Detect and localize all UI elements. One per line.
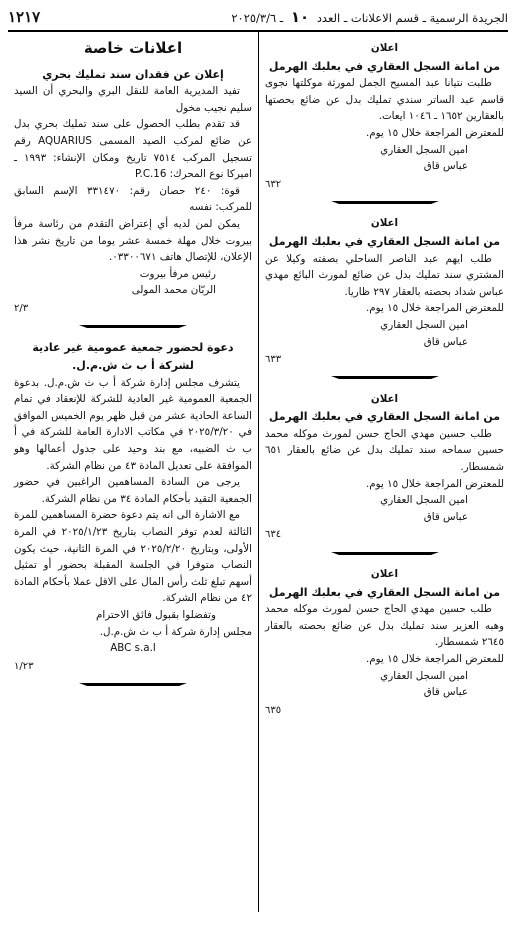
notice-objection: للمعترض المراجعة خلال ١٥ يوم. (365, 302, 504, 315)
notice-paragraph: قد تقدم بطلب الحصول على سند تمليك بحري بدل عن ضائع لمركب الصيد المسمى AQUARIUS رقم تسجيل المركب ٧٥١٤ تاريخ ومكان الإنشاء: ١٩٩٣ ـ اميركا نوع المحرك: P.C.16 (14, 118, 252, 181)
notice-body: طلب ايهم عبد الناصر الساحلي بصفته وكيلا عن المشتري سند تمليك بدل عن ضائع لمورث البائع مهدي عباس شداد بحصته بالعقار ٢٩٧ ظاريا. (265, 252, 504, 298)
notice-paragraph: تفيد المديرية العامة للنقل البري والبحري أن السيد سليم نجيب مخول (14, 85, 252, 114)
notice-ref: ٦٣٢ (265, 178, 282, 190)
notice-objection: للمعترض المراجعة خلال ١٥ يوم. (365, 477, 504, 490)
signer-role: امين السجل العقاري (380, 318, 468, 331)
signer-role: مجلس إدارة شركة أ ب ث ش.م.ل. (99, 625, 252, 638)
separator (265, 548, 504, 558)
section-title: اعلانات خاصة (83, 39, 183, 57)
signer-name: عباس قاق (423, 686, 468, 699)
notice-heading: اعلان (370, 392, 399, 405)
header-publication: الجريدة الرسمية ـ قسم الاعلانات ـ العدد (316, 11, 508, 25)
notice-title: إعلان عن فقدان سند تمليك بحري (42, 67, 224, 81)
right-column (259, 32, 508, 912)
separator (265, 373, 504, 383)
page-number: ١٢١٧ (8, 8, 41, 26)
maritime-notice (14, 67, 252, 318)
issue-number: ١٠ (290, 8, 310, 26)
notice-633 (265, 215, 504, 368)
notice-paragraph: مع الاشارة الى انه يتم دعوة حضرة المساهمين للمرة الثالثة لعدم توفر النصاب بتاريخ ٢٠٢٥/١/٢٣ في المرة الأولى، وبتاريخ ٢٠٢٥/٢/٢٠ في المرة الثانية، حيث يكون النصاب متوفرا في الجلسة المقبلة بحضور أو تمثيل أسهم تبلغ ثلث رأس المال على الاقل عملا بأحكام المادة ٤٢ من نظام الشركة. (14, 509, 252, 605)
notice-632 (265, 40, 504, 193)
signer-role: امين السجل العقاري (380, 143, 468, 156)
notice-heading: اعلان (370, 568, 399, 581)
notice-paragraph: يرجى من السادة المساهمين الراغبين في حضور الجمعية التقيد بأحكام المادة ٣٤ من نظام الشركة. (14, 476, 252, 505)
signer-name: عباس قاق (423, 510, 468, 523)
notice-body: طلب حسين مهدي الحاج حسن لمورث موكله محمد وهبه العزير سند تمليك بدل عن ضائع بحصته بالعقار ٢٦٤٥ شمسطار. (265, 603, 504, 649)
separator (14, 679, 252, 689)
columns (8, 32, 508, 912)
header-date: ـ ٢٠٢٥/٣/٦ (231, 11, 284, 25)
notice-subtitle: لشركة أ ب ث ش.م.ل. (72, 359, 194, 373)
notice-ref: ٦٣٣ (265, 354, 282, 366)
closing-line: وتفضلوا بقبول فائق الاحترام (95, 609, 216, 621)
notice-title: من امانة السجل العقاري في بعلبك الهرمل (268, 234, 501, 248)
signer-role: امين السجل العقاري (380, 669, 468, 682)
notice-ref: ١/٢٣ (14, 660, 34, 672)
notice-paragraph: قوة: ٢٤٠ حصان رقم: ٣٣١٤٧٠ الإسم السابق للمركب: نفسه (14, 184, 252, 214)
notice-body: طلبت نتيانا عبد المسيح الجمل لمورثة موكلتها نجوى قاسم عبد الساتر سندي تمليك بدل عن ضائع بحصتها بالعقارين ١٦٥٢ ـ ١٠٤٦ ايعات. (265, 77, 504, 123)
signer-role: رئيس مرفأ بيروت (139, 267, 216, 280)
notice-634 (265, 391, 504, 544)
notice-ref: ٢/٣ (14, 302, 29, 314)
signer-role: امين السجل العقاري (380, 494, 468, 507)
notice-paragraph: يتشرف مجلس إدارة شركة أ ب ث ش.م.ل. بدعوة الجمعية العمومية غير العادية للشركة للإنعقاد في تمام الساعة الحادية عشر من قبل ظهر يوم الخميس الموافق في ٢٠٢٥/٣/٢٠ في مكاتب الادارة العامة للشركة في أ ب ث الضبيه، مع بند وحيد على جدول أعمالها وهو الموافقة على تعديل المادة ٤٣ من نظام الشركة. (14, 376, 253, 472)
page-header (8, 6, 508, 28)
notice-objection: للمعترض المراجعة خلال ١٥ يوم. (365, 653, 504, 665)
notice-ref: ٦٣٥ (265, 704, 282, 716)
signer-latin: ABC s.a.l (110, 642, 156, 655)
separator (14, 322, 252, 332)
signer-name: عباس قاق (423, 335, 468, 348)
notice-heading: اعلان (370, 217, 399, 230)
notice-ref: ٦٣٤ (265, 529, 282, 541)
notice-635 (265, 566, 504, 719)
header-title (231, 8, 508, 26)
notice-title: دعوة لحضور جمعية عمومية غير عادية (32, 340, 234, 354)
notice-body: طلب حسين مهدي الحاج حسن لمورث موكله محمد حسين سماحه سند تمليك بدل عن ضائع بالعقار ٦٥١ شمسطار. (265, 427, 504, 474)
notice-title: من امانة السجل العقاري في بعلبك الهرمل (268, 59, 501, 73)
notice-title: من امانة السجل العقاري في بعلبك الهرمل (268, 585, 501, 599)
notice-objection: للمعترض المراجعة خلال ١٥ يوم. (365, 126, 504, 139)
signer-name: الربّان محمد المولى (131, 284, 216, 297)
notice-title: من امانة السجل العقاري في بعلبك الهرمل (268, 410, 501, 424)
left-column (10, 32, 259, 912)
notice-paragraph: يمكن لمن لديه أي إعتراض التقدم من رئاسة مرفأ بيروت خلال مهلة خمسة عشر يوما من تاريخ نشر هذا الإعلان، للإتصال هاتف ٠٣٣٠٠٦٧١. (14, 217, 252, 264)
assembly-notice (14, 340, 252, 676)
signer-name: عباس قاق (423, 160, 468, 173)
separator (265, 197, 504, 207)
notice-heading: اعلان (370, 42, 399, 54)
